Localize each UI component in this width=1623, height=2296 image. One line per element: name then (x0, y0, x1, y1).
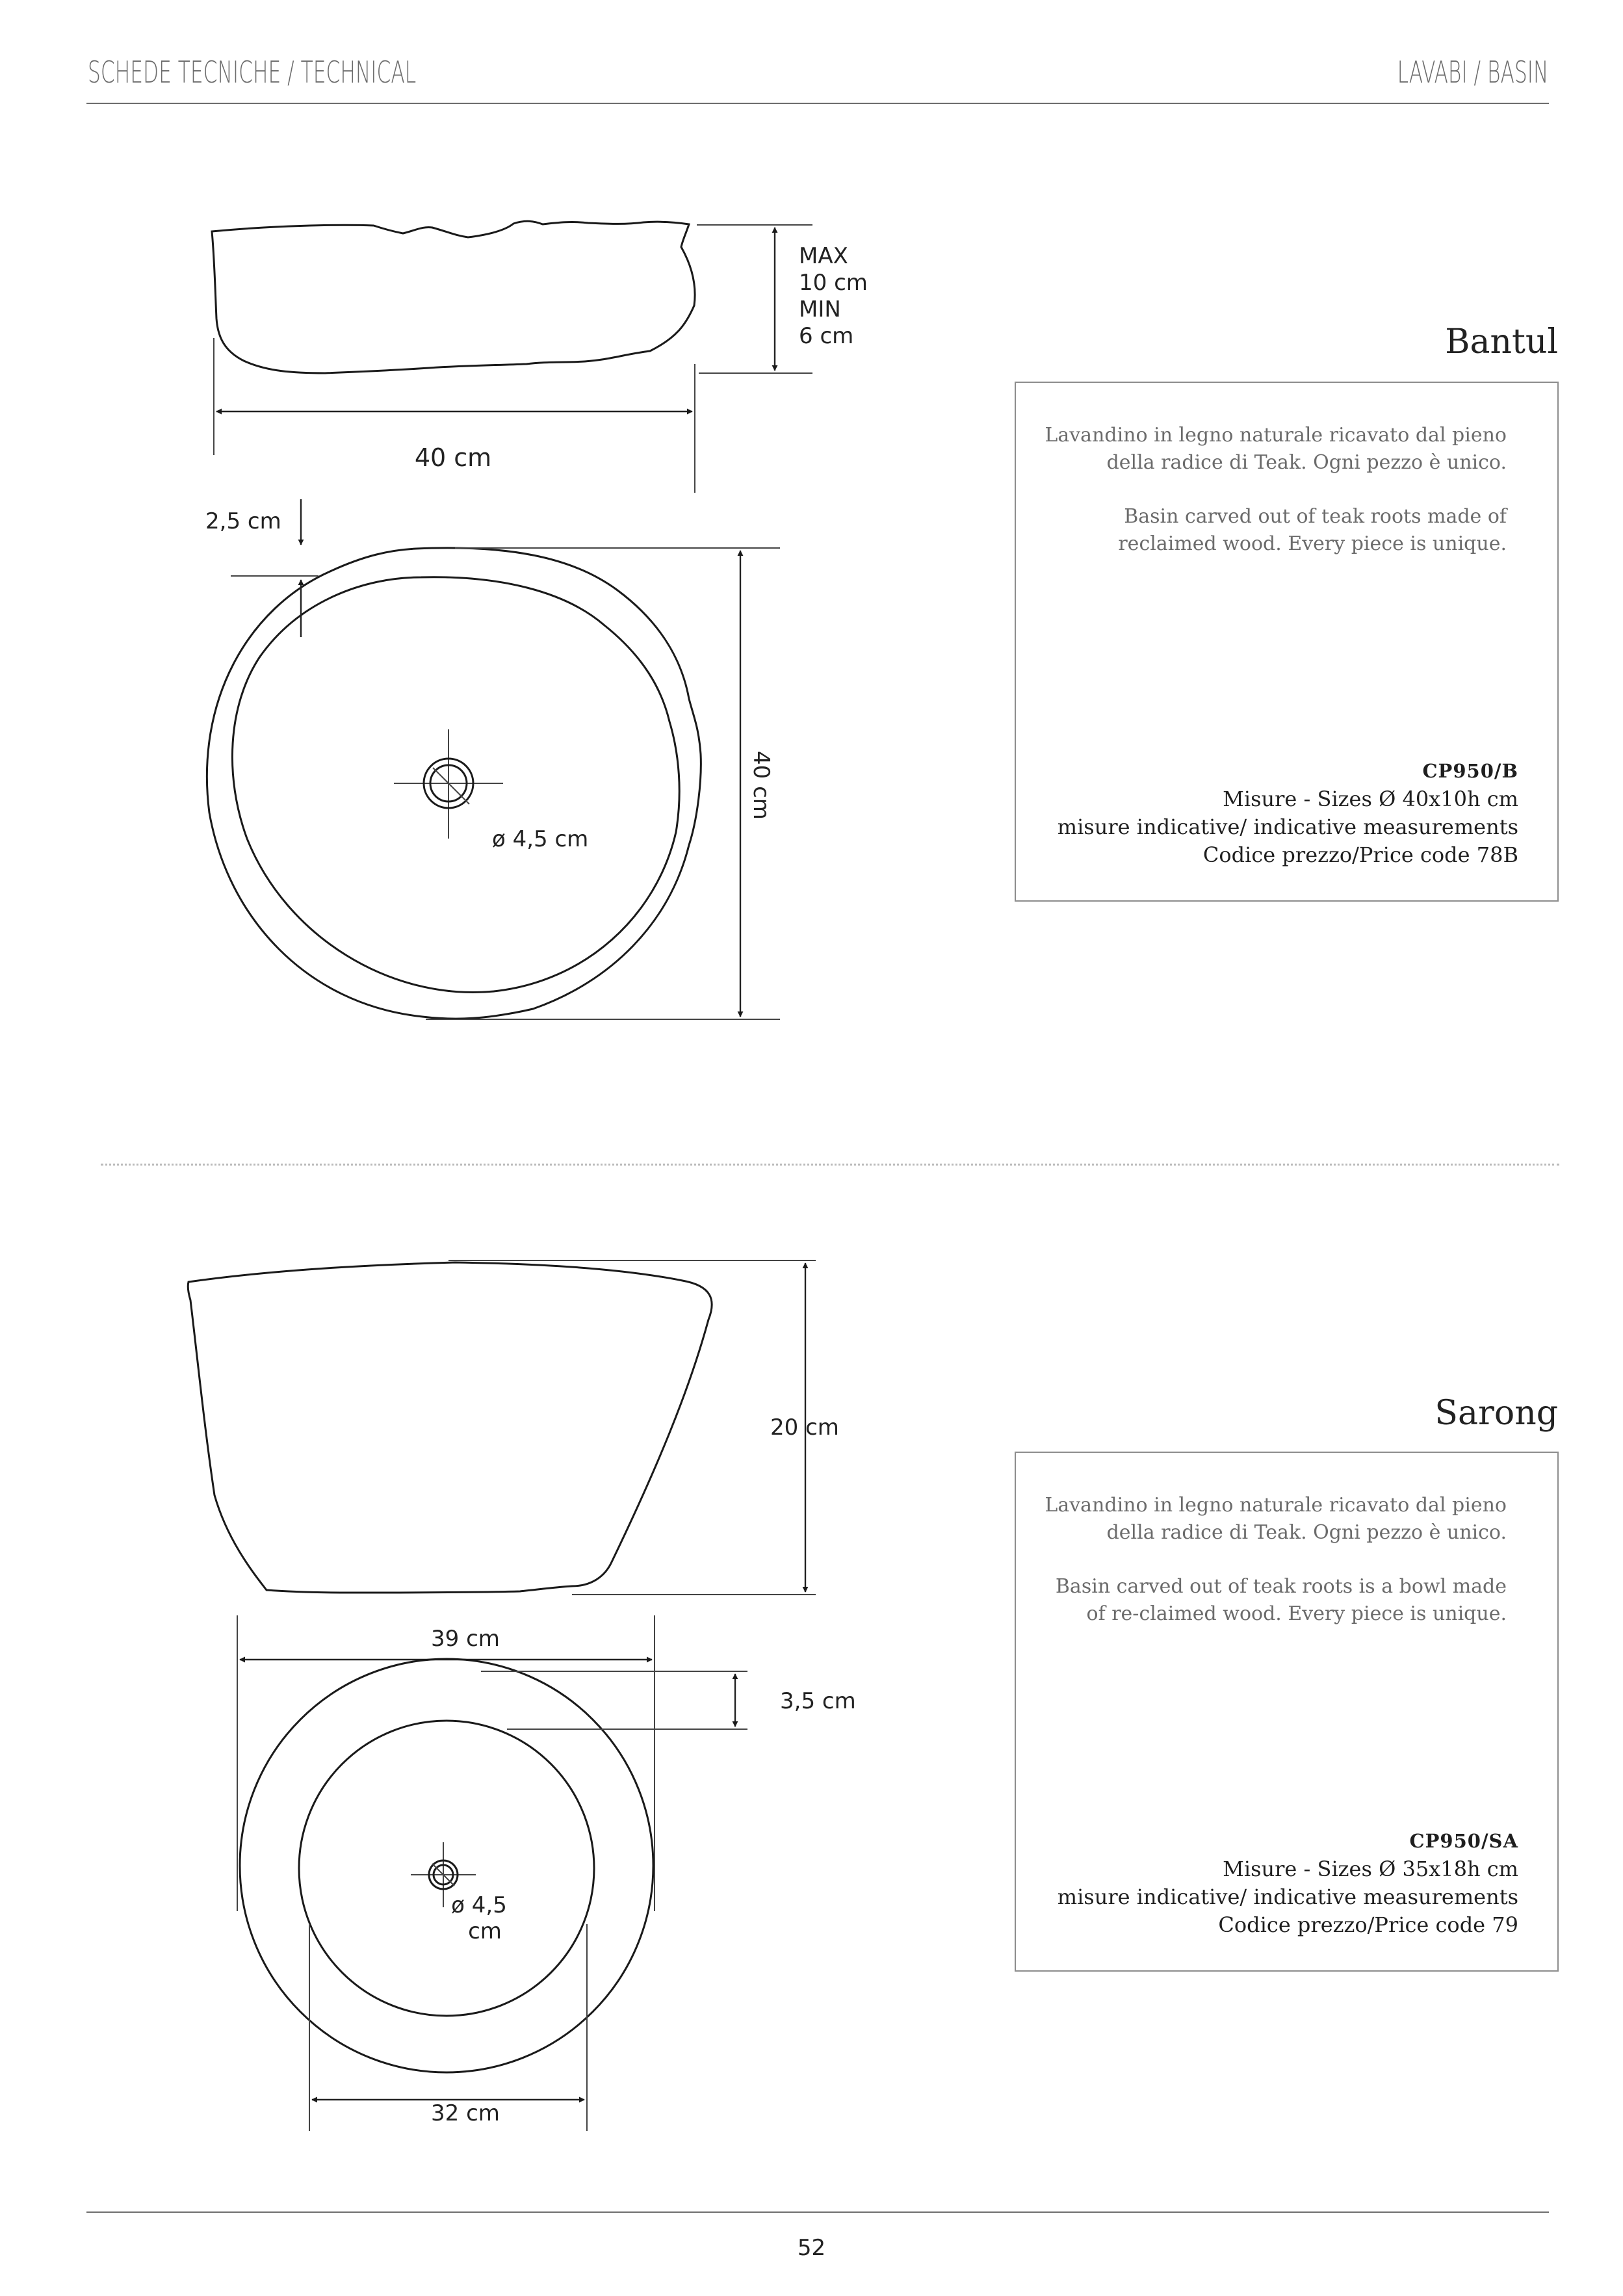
sarong-measure-note: misure indicative/ indicative measurements (1057, 1885, 1518, 1909)
sarong-specs (1058, 1827, 1518, 1939)
bantul-drain-label: ø 4,5 cm (492, 826, 589, 852)
sarong-side-height-label: 20 cm (770, 1415, 839, 1441)
sarong-drain-label-line2: cm (468, 1918, 502, 1944)
sarong-description-it: Lavandino in legno naturale ricavato dal pieno della radice di Teak. Ogni pezzo è unico. (1045, 1494, 1507, 1544)
sarong-drain-label-line1: ø 4,5 (451, 1892, 507, 1918)
bantul-side-view (212, 221, 868, 493)
sarong-product-code: CP950/SA (1409, 1830, 1518, 1852)
bantul-price-code: Codice prezzo/Price code 78B (1202, 842, 1518, 867)
bantul-max-value: 10 cm (799, 270, 868, 296)
bantul-min-label: MIN (799, 296, 841, 322)
bantul-sizes: Misure - Sizes Ø 40x10h cm (1223, 787, 1518, 811)
sarong-sizes: Misure - Sizes Ø 35x18h cm (1223, 1857, 1518, 1881)
header-category-title: LAVABI / BASIN (1397, 55, 1548, 90)
bantul-top-view (205, 499, 780, 1019)
sarong-top-view (237, 1615, 856, 2131)
bantul-rim-label: 2,5 cm (205, 508, 281, 534)
bantul-specs (1058, 757, 1518, 869)
sarong-description-en: Basin carved out of teak roots is a bowl made of re-claimed wood. Every piece is unique. (1055, 1575, 1507, 1625)
page-number: 52 (797, 2235, 826, 2261)
sarong-rim-label: 3,5 cm (780, 1688, 856, 1714)
bantul-title: Bantul (1445, 322, 1558, 361)
bantul-product-code: CP950/B (1422, 760, 1518, 782)
sarong-title: Sarong (1435, 1394, 1558, 1433)
bantul-description-en: Basin carved out of teak roots made of reclaimed wood. Every piece is unique. (1118, 505, 1507, 555)
sarong-outer-diameter-label: 39 cm (431, 1626, 500, 1652)
bantul-measure-note: misure indicative/ indicative measurements (1057, 815, 1518, 839)
bantul-spec-box (1015, 382, 1559, 902)
bantul-max-label: MAX (799, 243, 848, 269)
bantul-side-width-label: 40 cm (414, 443, 492, 472)
sarong-price-code: Codice prezzo/Price code 79 (1218, 1912, 1518, 1937)
sarong-spec-box (1015, 1452, 1559, 1972)
header-section-title: SCHEDE TECNICHE / TECHNICAL (88, 55, 417, 90)
sarong-inner-diameter-label: 32 cm (431, 2100, 500, 2126)
bantul-min-value: 6 cm (799, 323, 854, 349)
bantul-top-diameter-label: 40 cm (748, 751, 774, 820)
sarong-side-view (188, 1260, 839, 1595)
bantul-description-it: Lavandino in legno naturale ricavato dal pieno della radice di Teak. Ogni pezzo è unico. (1045, 424, 1507, 474)
footer-rule (86, 2211, 1549, 2213)
section-divider (101, 1164, 1559, 1166)
